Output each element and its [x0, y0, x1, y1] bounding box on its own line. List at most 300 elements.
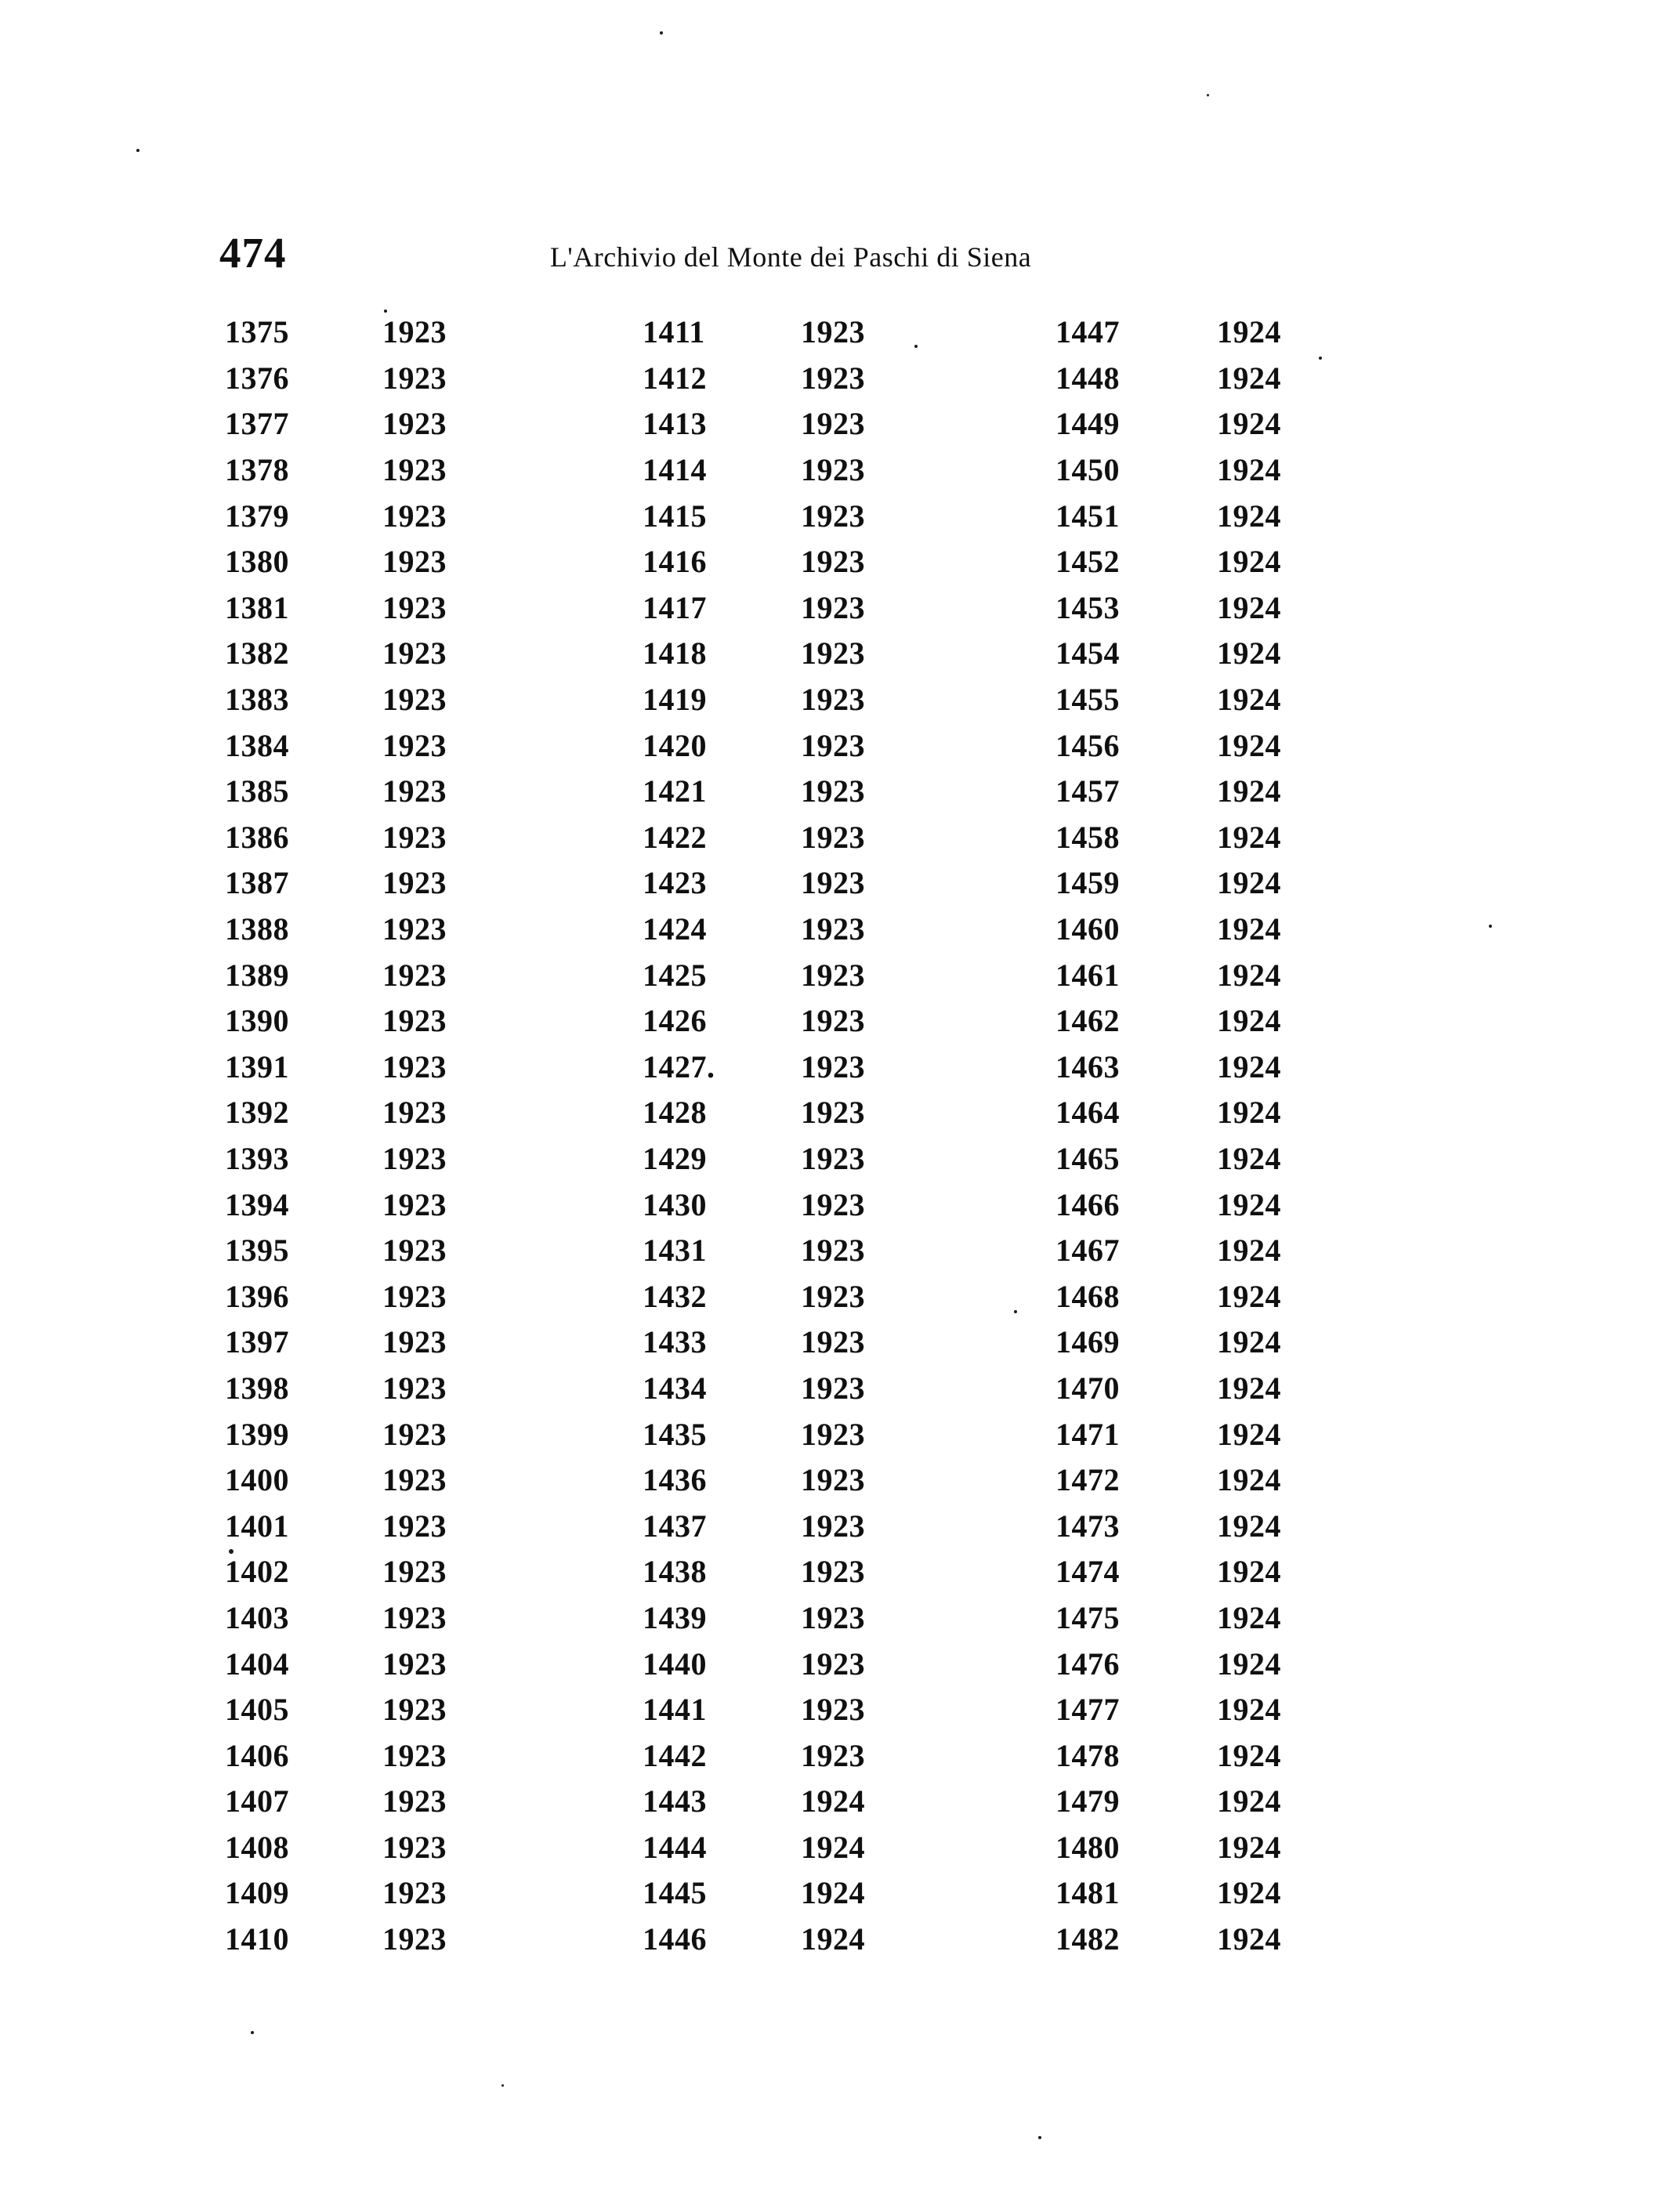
entry-year: 1924: [1217, 635, 1281, 672]
table-row: [1055, 585, 1281, 632]
entry-number: 1450: [1055, 452, 1120, 488]
entry-year: 1923: [801, 1233, 865, 1269]
table-row: [643, 1549, 865, 1595]
entry-number: 1430: [643, 1186, 707, 1222]
entry-number: 1437: [643, 1508, 707, 1544]
entry-number: 1463: [1055, 1048, 1120, 1084]
entry-year: 1924: [1217, 1324, 1281, 1360]
table-row: [225, 1549, 447, 1595]
table-row: [643, 1825, 865, 1871]
table-row: [225, 1320, 447, 1366]
entry-year: 1923: [382, 360, 447, 396]
scan-speck: [501, 2084, 504, 2087]
entry-number: 1389: [225, 957, 289, 993]
entry-year: 1924: [1217, 1508, 1281, 1544]
entry-number: 1401: [225, 1508, 289, 1544]
table-row: [1055, 1917, 1281, 1963]
table-row: [225, 447, 447, 494]
entry-number: 1473: [1055, 1508, 1120, 1544]
table-row: [643, 860, 865, 907]
entry-number: 1403: [225, 1599, 289, 1635]
entry-number: 1451: [1055, 498, 1120, 534]
entry-year: 1923: [382, 452, 447, 488]
entry-number: 1398: [225, 1370, 289, 1406]
entry-number: 1395: [225, 1233, 289, 1269]
table-row: [225, 1779, 447, 1825]
entry-year: 1923: [801, 727, 865, 763]
entry-year: 1924: [801, 1921, 865, 1957]
table-row: [1055, 998, 1281, 1045]
entry-number: 1392: [225, 1095, 289, 1131]
entry-number: 1481: [1055, 1875, 1120, 1911]
table-row: [643, 1732, 865, 1779]
entry-number: 1381: [225, 589, 289, 625]
table-row: [1055, 769, 1281, 815]
entry-year: 1923: [801, 1095, 865, 1131]
entry-year: 1924: [1217, 1462, 1281, 1498]
scan-speck: [251, 2031, 254, 2034]
entry-year: 1924: [1217, 682, 1281, 718]
entry-number: 1411: [643, 314, 705, 350]
entry-year: 1924: [1217, 1875, 1281, 1911]
table-row: [225, 952, 447, 998]
entry-year: 1924: [1217, 1140, 1281, 1176]
table-row: [643, 1136, 865, 1182]
entry-number: 1413: [643, 406, 707, 442]
entry-year: 1923: [382, 406, 447, 442]
table-row: [1055, 1641, 1281, 1687]
entry-number: 1399: [225, 1416, 289, 1452]
entry-number: 1439: [643, 1599, 707, 1635]
table-row: [1055, 1228, 1281, 1274]
table-row: [1055, 1549, 1281, 1595]
table-row: [1055, 860, 1281, 907]
table-row: [643, 1641, 865, 1687]
entry-number: 1383: [225, 682, 289, 718]
table-row: [225, 860, 447, 907]
entry-number: 1438: [643, 1554, 707, 1590]
entry-year: 1924: [1217, 1416, 1281, 1452]
entry-number: 1419: [643, 682, 707, 718]
entry-number: 1431: [643, 1233, 707, 1269]
entry-year: 1923: [801, 1554, 865, 1590]
entry-year: 1924: [1217, 360, 1281, 396]
entry-year: 1923: [801, 1324, 865, 1360]
entry-year: 1923: [382, 1003, 447, 1039]
entry-year: 1924: [1217, 1554, 1281, 1590]
entry-number: 1464: [1055, 1095, 1120, 1131]
entry-year: 1924: [1217, 773, 1281, 809]
entry-number: 1480: [1055, 1829, 1120, 1865]
table-row: [643, 1411, 865, 1457]
table-row: [1055, 401, 1281, 447]
table-row: [1055, 310, 1281, 356]
table-row: [1055, 631, 1281, 677]
entry-year: 1923: [382, 1554, 447, 1590]
entry-year: 1923: [382, 865, 447, 901]
entry-number: 1396: [225, 1278, 289, 1314]
entry-number: 1443: [643, 1783, 707, 1819]
entry-number: 1406: [225, 1737, 289, 1773]
entry-number: 1379: [225, 498, 289, 534]
entry-year: 1924: [1217, 1186, 1281, 1222]
table-row: [1055, 722, 1281, 769]
entry-year: 1924: [1217, 865, 1281, 901]
entry-year: 1923: [382, 544, 447, 580]
entry-year: 1923: [801, 1646, 865, 1682]
table-row: [225, 722, 447, 769]
entry-number: 1410: [225, 1921, 289, 1957]
entry-number: 1459: [1055, 865, 1120, 901]
entry-year: 1923: [801, 1278, 865, 1314]
entry-year: 1923: [801, 1599, 865, 1635]
table-row: [1055, 539, 1281, 585]
entry-year: 1923: [801, 1140, 865, 1176]
table-row: [643, 815, 865, 861]
entry-year: 1923: [382, 314, 447, 350]
entry-year: 1923: [382, 1416, 447, 1452]
entry-number: 1469: [1055, 1324, 1120, 1360]
entry-year: 1923: [382, 1829, 447, 1865]
scan-speck: [1207, 94, 1209, 96]
entry-number: 1478: [1055, 1737, 1120, 1773]
entry-number: 1456: [1055, 727, 1120, 763]
scan-speck: [660, 31, 663, 34]
table-row: [1055, 1870, 1281, 1917]
entry-year: 1923: [801, 773, 865, 809]
entry-number: 1434: [643, 1370, 707, 1406]
entry-year: 1923: [801, 1462, 865, 1498]
entry-year: 1923: [801, 452, 865, 488]
entry-number: 1466: [1055, 1186, 1120, 1222]
entry-number: 1441: [643, 1692, 707, 1728]
table-row: [225, 1228, 447, 1274]
entry-number: 1452: [1055, 544, 1120, 580]
entry-year: 1923: [382, 1462, 447, 1498]
entry-number: 1384: [225, 727, 289, 763]
entry-year: 1923: [382, 1508, 447, 1544]
entry-year: 1924: [1217, 1370, 1281, 1406]
entry-year: 1923: [801, 589, 865, 625]
entry-year: 1923: [801, 498, 865, 534]
table-row: [225, 907, 447, 953]
table-row: [643, 1779, 865, 1825]
table-row: [1055, 1687, 1281, 1733]
entry-number: 1470: [1055, 1370, 1120, 1406]
entry-year: 1924: [1217, 957, 1281, 993]
scan-speck: [1489, 925, 1492, 928]
table-row: [225, 1273, 447, 1320]
table-column-middle: [643, 310, 865, 1962]
entry-number: 1380: [225, 544, 289, 580]
table-row: [1055, 1045, 1281, 1091]
table-row: [643, 1320, 865, 1366]
table-row: [225, 1825, 447, 1871]
entry-number: 1404: [225, 1646, 289, 1682]
entry-number: 1412: [643, 360, 707, 396]
table-row: [1055, 447, 1281, 494]
entry-year: 1924: [1217, 589, 1281, 625]
entry-number: 1462: [1055, 1003, 1120, 1039]
entry-number: 1386: [225, 819, 289, 855]
table-row: [643, 631, 865, 677]
scan-speck: [1014, 1310, 1017, 1313]
table-row: [1055, 677, 1281, 723]
entry-number: 1482: [1055, 1921, 1120, 1957]
entry-year: 1923: [382, 1095, 447, 1131]
entry-year: 1924: [1217, 452, 1281, 488]
table-row: [1055, 1366, 1281, 1412]
entry-year: 1923: [382, 773, 447, 809]
table-row: [643, 1503, 865, 1549]
entry-year: 1924: [1217, 1048, 1281, 1084]
entry-year: 1923: [382, 1921, 447, 1957]
entry-number: 1420: [643, 727, 707, 763]
entry-year: 1923: [801, 406, 865, 442]
entry-number: 1471: [1055, 1416, 1120, 1452]
entry-year: 1924: [1217, 1737, 1281, 1773]
entry-number: 1387: [225, 865, 289, 901]
entry-number: 1460: [1055, 911, 1120, 947]
entry-year: 1923: [382, 1233, 447, 1269]
entry-number: 1422: [643, 819, 707, 855]
entry-number: 1475: [1055, 1599, 1120, 1635]
table-row: [225, 356, 447, 402]
entry-number: 1468: [1055, 1278, 1120, 1314]
table-row: [643, 998, 865, 1045]
table-row: [225, 539, 447, 585]
entry-year: 1923: [382, 911, 447, 947]
entry-year: 1923: [382, 1048, 447, 1084]
table-row: [643, 907, 865, 953]
entry-year: 1923: [801, 911, 865, 947]
table-row: [225, 815, 447, 861]
entry-year: 1924: [1217, 1692, 1281, 1728]
entry-number: 1391: [225, 1048, 289, 1084]
entry-number: 1442: [643, 1737, 707, 1773]
entry-number: 1427.: [643, 1048, 715, 1084]
entry-number: 1446: [643, 1921, 707, 1957]
table-row: [225, 493, 447, 539]
scan-speck: [136, 149, 139, 152]
table-column-right: [1055, 310, 1281, 1962]
entry-number: 1444: [643, 1829, 707, 1865]
entry-number: 1477: [1055, 1692, 1120, 1728]
table-row: [1055, 1320, 1281, 1366]
table-row: [643, 1687, 865, 1733]
table-row: [643, 1595, 865, 1642]
entry-number: 1465: [1055, 1140, 1120, 1176]
table-column-left: [225, 310, 447, 1962]
entry-number: 1415: [643, 498, 707, 534]
entry-year: 1923: [382, 1186, 447, 1222]
table-row: [225, 1411, 447, 1457]
entry-number: 1393: [225, 1140, 289, 1176]
scan-speck: [1038, 2136, 1041, 2139]
entry-number: 1400: [225, 1462, 289, 1498]
entry-number: 1426: [643, 1003, 707, 1039]
entry-number: 1436: [643, 1462, 707, 1498]
entry-number: 1445: [643, 1875, 707, 1911]
entry-number: 1428: [643, 1095, 707, 1131]
entry-year: 1924: [1217, 1003, 1281, 1039]
table-row: [225, 1595, 447, 1642]
entry-number: 1418: [643, 635, 707, 672]
table-row: [643, 769, 865, 815]
table-row: [225, 677, 447, 723]
table-row: [225, 1917, 447, 1963]
entry-number: 1417: [643, 589, 707, 625]
entry-year: 1924: [1217, 1278, 1281, 1314]
table-row: [225, 631, 447, 677]
entry-year: 1924: [1217, 1783, 1281, 1819]
entry-year: 1924: [1217, 1233, 1281, 1269]
entry-year: 1923: [801, 682, 865, 718]
table-row: [1055, 1090, 1281, 1136]
table-row: [1055, 907, 1281, 953]
entry-year: 1924: [1217, 544, 1281, 580]
table-row: [225, 1641, 447, 1687]
table-row: [225, 998, 447, 1045]
entry-year: 1923: [801, 1692, 865, 1728]
scan-speck: [384, 310, 387, 313]
entry-year: 1924: [801, 1829, 865, 1865]
table-row: [1055, 356, 1281, 402]
table-row: [643, 539, 865, 585]
entry-number: 1382: [225, 635, 289, 672]
table-row: [643, 722, 865, 769]
entry-number: 1402: [225, 1554, 289, 1590]
entry-number: 1425: [643, 957, 707, 993]
entry-number: 1455: [1055, 682, 1120, 718]
entry-year: 1923: [382, 1646, 447, 1682]
entry-year: 1923: [801, 1508, 865, 1544]
entry-year: 1923: [801, 544, 865, 580]
entry-year: 1923: [382, 498, 447, 534]
entry-year: 1924: [1217, 911, 1281, 947]
entry-number: 1432: [643, 1278, 707, 1314]
entry-number: 1407: [225, 1783, 289, 1819]
table-row: [1055, 1411, 1281, 1457]
entry-number: 1394: [225, 1186, 289, 1222]
entry-year: 1923: [382, 1737, 447, 1773]
entry-year: 1924: [1217, 498, 1281, 534]
entry-number: 1447: [1055, 314, 1120, 350]
entry-number: 1416: [643, 544, 707, 580]
entry-number: 1433: [643, 1324, 707, 1360]
entry-number: 1423: [643, 865, 707, 901]
entry-year: 1923: [382, 1783, 447, 1819]
entry-number: 1474: [1055, 1554, 1120, 1590]
table-row: [1055, 1136, 1281, 1182]
scan-speck: [914, 345, 918, 348]
table-row: [1055, 1457, 1281, 1504]
table-row: [643, 1228, 865, 1274]
entry-number: 1388: [225, 911, 289, 947]
entry-number: 1378: [225, 452, 289, 488]
table-row: [225, 585, 447, 632]
table-row: [643, 585, 865, 632]
entry-year: 1923: [801, 1737, 865, 1773]
entry-year: 1923: [801, 1003, 865, 1039]
entry-year: 1923: [382, 635, 447, 672]
entry-number: 1421: [643, 773, 707, 809]
running-title: L'Archivio del Monte dei Paschi di Siena: [549, 241, 1032, 273]
entry-year: 1923: [801, 1186, 865, 1222]
entry-year: 1923: [801, 819, 865, 855]
entry-year: 1923: [382, 1875, 447, 1911]
table-row: [1055, 1825, 1281, 1871]
entry-number: 1435: [643, 1416, 707, 1452]
entry-number: 1479: [1055, 1783, 1120, 1819]
entry-number: 1449: [1055, 406, 1120, 442]
table-row: [643, 356, 865, 402]
entry-year: 1923: [801, 1048, 865, 1084]
entry-number: 1458: [1055, 819, 1120, 855]
table-row: [225, 1136, 447, 1182]
entry-number: 1448: [1055, 360, 1120, 396]
table-row: [1055, 815, 1281, 861]
entry-year: 1924: [1217, 727, 1281, 763]
entry-year: 1923: [382, 819, 447, 855]
entry-year: 1924: [1217, 1095, 1281, 1131]
table-row: [1055, 493, 1281, 539]
entry-number: 1375: [225, 314, 289, 350]
entry-number: 1461: [1055, 957, 1120, 993]
entry-year: 1923: [382, 1370, 447, 1406]
entry-year: 1924: [1217, 1829, 1281, 1865]
entry-year: 1923: [382, 1599, 447, 1635]
table-row: [643, 1045, 865, 1091]
table-row: [643, 1366, 865, 1412]
entry-year: 1923: [801, 1416, 865, 1452]
entry-number: 1408: [225, 1829, 289, 1865]
entry-year: 1924: [1217, 1921, 1281, 1957]
entry-number: 1397: [225, 1324, 289, 1360]
entry-number: 1376: [225, 360, 289, 396]
entry-number: 1390: [225, 1003, 289, 1039]
table-row: [643, 952, 865, 998]
entry-year: 1923: [382, 589, 447, 625]
entry-number: 1385: [225, 773, 289, 809]
scan-speck: [1319, 357, 1322, 360]
table-row: [1055, 1273, 1281, 1320]
entry-year: 1924: [1217, 819, 1281, 855]
table-row: [225, 1457, 447, 1504]
entry-number: 1472: [1055, 1462, 1120, 1498]
table-row: [1055, 1779, 1281, 1825]
table-row: [643, 1182, 865, 1228]
entry-year: 1924: [1217, 1599, 1281, 1635]
table-row: [643, 1457, 865, 1504]
table-row: [225, 401, 447, 447]
entry-year: 1924: [1217, 314, 1281, 350]
table-row: [643, 401, 865, 447]
entry-number: 1405: [225, 1692, 289, 1728]
table-row: [1055, 1182, 1281, 1228]
table-row: [1055, 1595, 1281, 1642]
entry-year: 1924: [801, 1783, 865, 1819]
table-row: [225, 1870, 447, 1917]
entry-year: 1923: [801, 360, 865, 396]
table-row: [643, 1090, 865, 1136]
table-row: [643, 310, 865, 356]
table-row: [225, 1045, 447, 1091]
entry-year: 1924: [1217, 1646, 1281, 1682]
page-number: 474: [219, 229, 287, 277]
entry-number: 1377: [225, 406, 289, 442]
table-row: [1055, 1503, 1281, 1549]
